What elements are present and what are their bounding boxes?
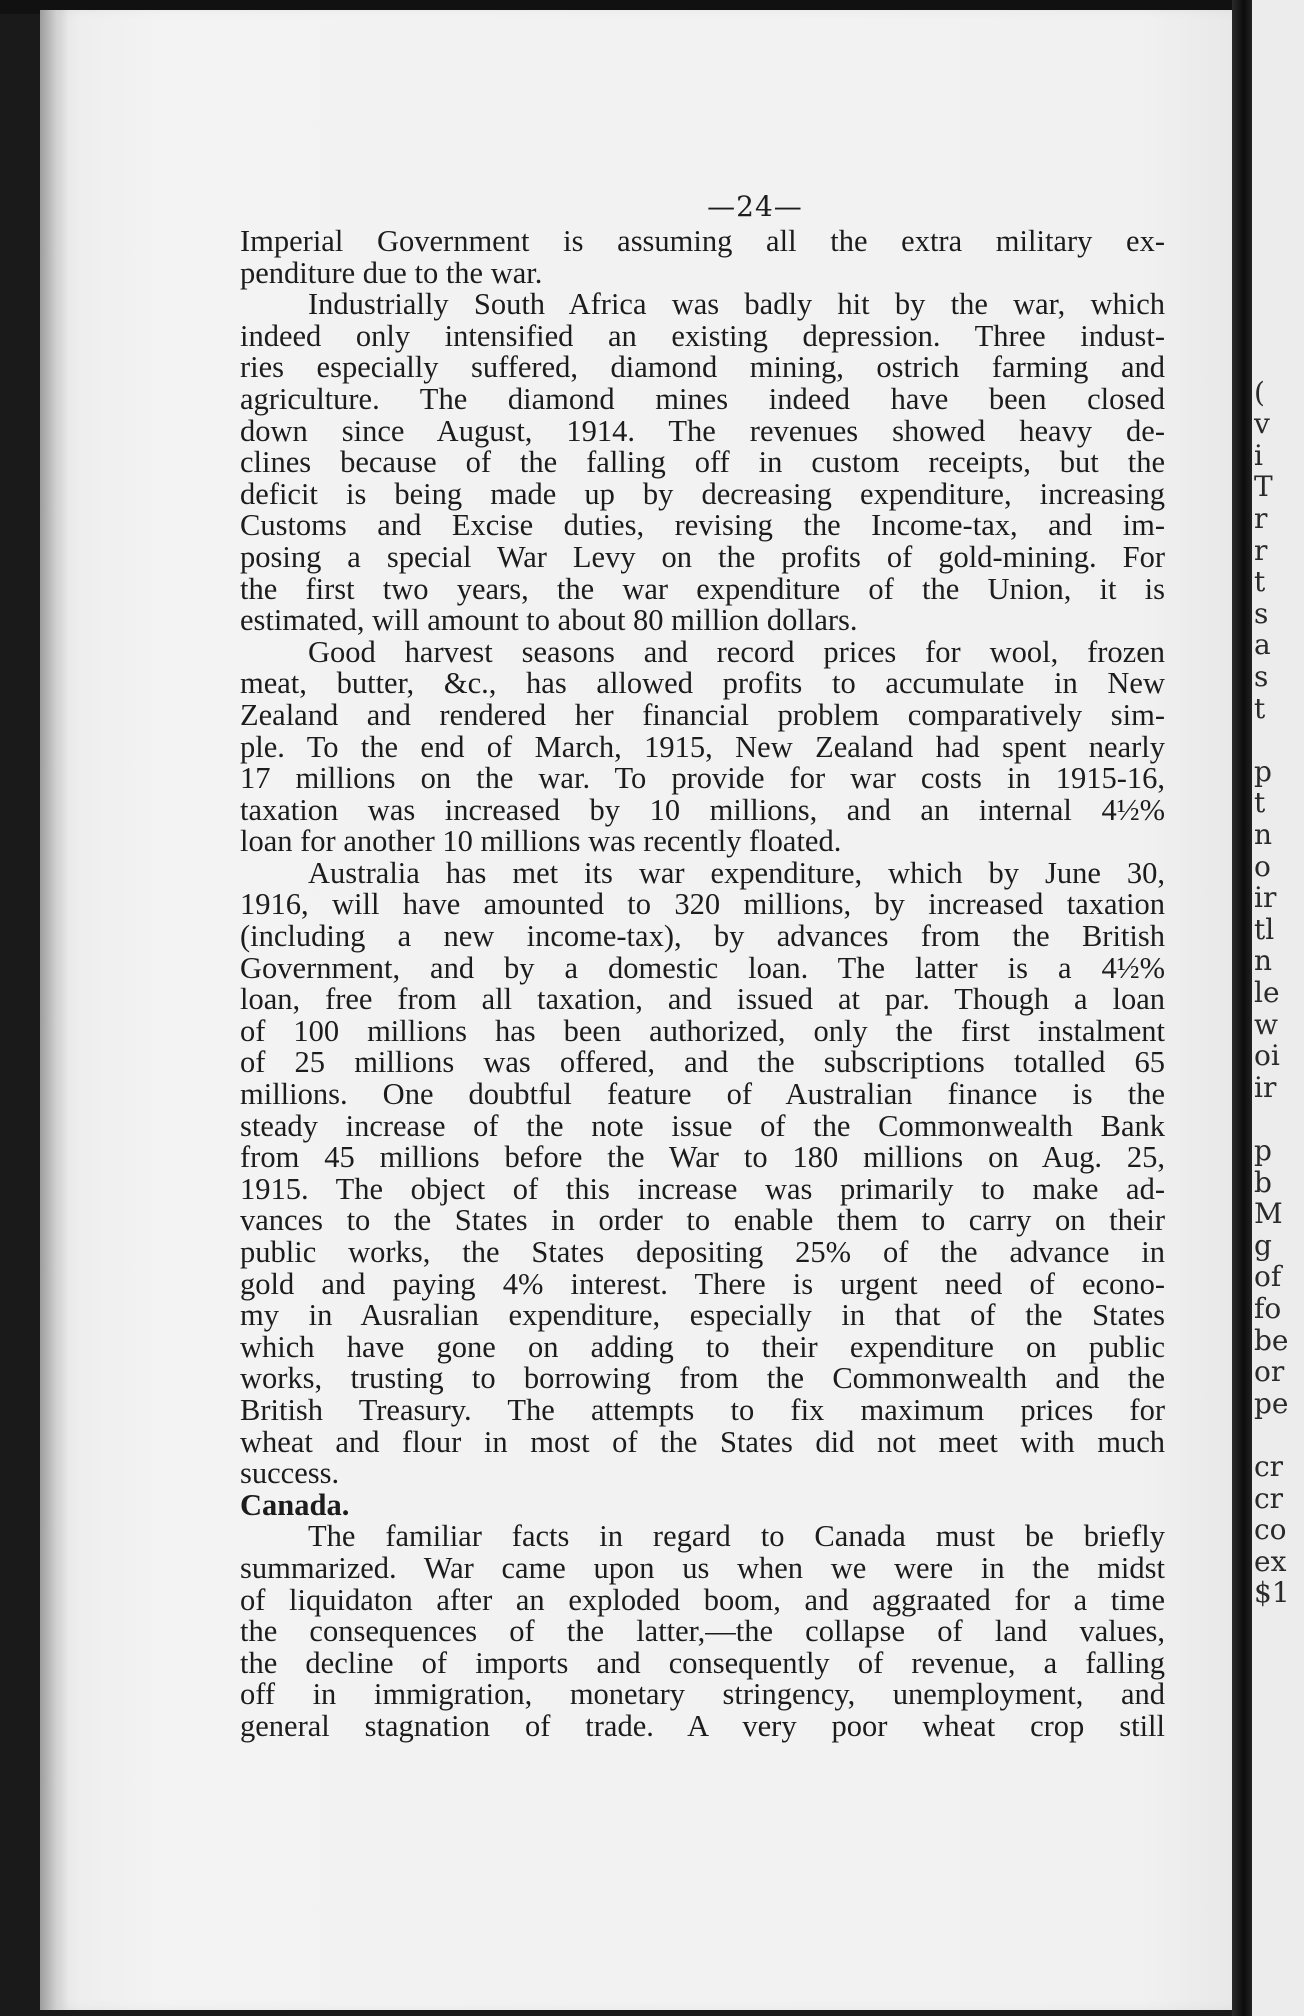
text-line: general stagnation of trade. A very poor wheat crop still [240, 1708, 1165, 1743]
text-line: Industrially South Africa was badly hit by the war, which [308, 287, 1165, 322]
text-line: loan, free from all taxation, and issued at par. Though a loan [240, 982, 1165, 1017]
adjacent-page-fragment: cr [1254, 1450, 1284, 1483]
adjacent-page-fragment: co [1254, 1513, 1287, 1547]
text-line: works, trusting to borrowing from the Commonwealth and the [240, 1361, 1165, 1396]
adjacent-page-fragment: of [1254, 1260, 1282, 1294]
text-line: ple. To the end of March, 1915, New Zealand had spent nearly [240, 729, 1165, 764]
section-heading-canada: Canada. [240, 1487, 350, 1522]
text-line: down since August, 1914. The revenues showed heavy de- [240, 413, 1165, 448]
text-line: public works, the States depositing 25% of the advance in [240, 1235, 1165, 1269]
text-line: the consequences of the latter,—the collapse of land values, [240, 1614, 1165, 1649]
text-line: penditure due to the war. [240, 255, 543, 290]
adjacent-page-fragment: ir [1254, 881, 1277, 915]
text-line: the first two years, the war expenditure of the Union, it is [240, 571, 1165, 606]
text-line: Good harvest seasons and record prices for wool, frozen [308, 634, 1165, 669]
adjacent-page-fragment: a [1254, 628, 1271, 662]
text-line: The familiar facts in regard to Canada must be briefly [308, 1519, 1165, 1554]
text-line: of 25 millions was offered, and the subscriptions totalled 65 [240, 1045, 1165, 1080]
text-line: of 100 millions has been authorized, only the first instalment [240, 1013, 1165, 1048]
adjacent-page-fragment: s [1254, 660, 1269, 693]
adjacent-page-fragment: pe [1254, 1386, 1289, 1420]
adjacent-page-fragment: T [1254, 470, 1273, 504]
adjacent-page-fragment: r [1254, 502, 1268, 535]
adjacent-page-fragment: tl [1254, 912, 1275, 946]
text-line: British Treasury. The attempts to fix maximum prices for [240, 1392, 1165, 1427]
text-line: Imperial Government is assuming all the extra military ex- [240, 224, 1165, 258]
text-line: off in immigration, monetary stringency, unemployment, and [240, 1677, 1165, 1712]
book-gutter [1232, 0, 1252, 2016]
adjacent-page-fragment: p [1254, 754, 1272, 788]
adjacent-page-fragment: le [1254, 976, 1280, 1009]
adjacent-page-fragment: M [1254, 1197, 1283, 1231]
text-line: which have gone on adding to their expenditure on public [240, 1329, 1165, 1364]
text-line: vances to the States in order to enable them to carry on their [240, 1203, 1165, 1238]
adjacent-page-fragment: ir [1254, 1070, 1277, 1104]
text-line: Zealand and rendered her financial problem comparatively sim- [240, 697, 1165, 732]
adjacent-page-fragment: g [1254, 1228, 1272, 1262]
adjacent-page-fragment: i [1254, 438, 1263, 472]
adjacent-page-edge [1252, 0, 1304, 2016]
adjacent-page-fragment: v [1254, 407, 1270, 441]
text-line: from 45 millions before the War to 180 millions on Aug. 25, [240, 1140, 1165, 1175]
text-line: meat, butter, &c., has allowed profits to accumulate in New [240, 666, 1165, 701]
text-line: 1916, will have amounted to 320 millions, by increased taxation [240, 887, 1165, 922]
adjacent-page-fragment: p [1254, 1134, 1272, 1167]
adjacent-page-fragment: s [1254, 596, 1269, 630]
text-line: deficit is being made up by decreasing expenditure, increasing [240, 476, 1165, 511]
text-line: agriculture. The diamond mines indeed have been closed [240, 381, 1165, 416]
text-line: my in Ausralian expenditure, especially in that of the States [240, 1298, 1165, 1333]
text-line: summarized. War came upon us when we were in the midst [240, 1550, 1165, 1585]
adjacent-page-fragment: fo [1254, 1292, 1282, 1325]
text-line: loan for another 10 millions was recently floated. [240, 824, 842, 859]
adjacent-page-fragment: w [1254, 1007, 1278, 1041]
text-line: success. [240, 1456, 340, 1491]
adjacent-page-fragment: o [1254, 849, 1271, 883]
adjacent-page-fragment: be [1254, 1323, 1289, 1357]
text-line: of liquidaton after an exploded boom, and aggraated for a time [240, 1582, 1165, 1617]
adjacent-page-fragment: t [1254, 691, 1266, 725]
adjacent-page-fragment: r [1254, 533, 1268, 567]
text-line: ries especially suffered, diamond mining, ostrich farming and [240, 350, 1165, 385]
text-line: steady increase of the note issue of the Commonwealth Bank [240, 1108, 1165, 1143]
text-line: 1915. The object of this increase was primarily to make ad- [240, 1171, 1165, 1206]
body-text [240, 226, 1165, 1743]
text-line: Australia has met its war expenditure, which by June 30, [308, 855, 1165, 890]
text-line: indeed only intensified an existing depression. Three indust- [240, 318, 1165, 353]
text-line: 17 millions on the war. To provide for war costs in 1915-16, [240, 761, 1165, 796]
text-line: (including a new income-tax), by advances from the British [240, 919, 1165, 954]
adjacent-page-fragment: or [1254, 1355, 1285, 1389]
text-line: wheat and flour in most of the States did not meet with much [240, 1424, 1165, 1459]
text-line: millions. One doubtful feature of Australian finance is the [240, 1077, 1165, 1112]
text-line: clines because of the falling off in custom receipts, but the [240, 445, 1165, 480]
adjacent-page-fragment: n [1254, 818, 1273, 851]
adjacent-page-fragment: b [1254, 1165, 1272, 1199]
adjacent-page-fragment: n [1254, 944, 1273, 978]
text-line: posing a special War Levy on the profits of gold-mining. For [240, 539, 1165, 574]
text-line: the decline of imports and consequently of revenue, a falling [240, 1645, 1165, 1680]
adjacent-page-fragment: cr [1254, 1481, 1284, 1515]
text-line: taxation was increased by 10 millions, and an internal 4½% [240, 792, 1165, 827]
text-line: Customs and Excise duties, revising the Income-tax, and im- [240, 508, 1165, 543]
adjacent-page-fragment: t [1254, 786, 1266, 820]
page-number: —24— [707, 190, 803, 223]
adjacent-page-fragment: $1 [1254, 1576, 1290, 1610]
adjacent-page-fragment: ex [1254, 1544, 1287, 1578]
adjacent-page-fragment: ( [1254, 375, 1265, 409]
adjacent-page-fragment: oi [1254, 1039, 1280, 1073]
text-line: gold and paying 4% interest. There is urgent need of econo- [240, 1266, 1165, 1301]
adjacent-page-fragment: t [1254, 565, 1266, 599]
text-line: Government, and by a domestic loan. The latter is a 4½% [240, 950, 1165, 985]
page-left-edge [40, 10, 68, 2010]
text-line: estimated, will amount to about 80 million dollars. [240, 603, 858, 638]
